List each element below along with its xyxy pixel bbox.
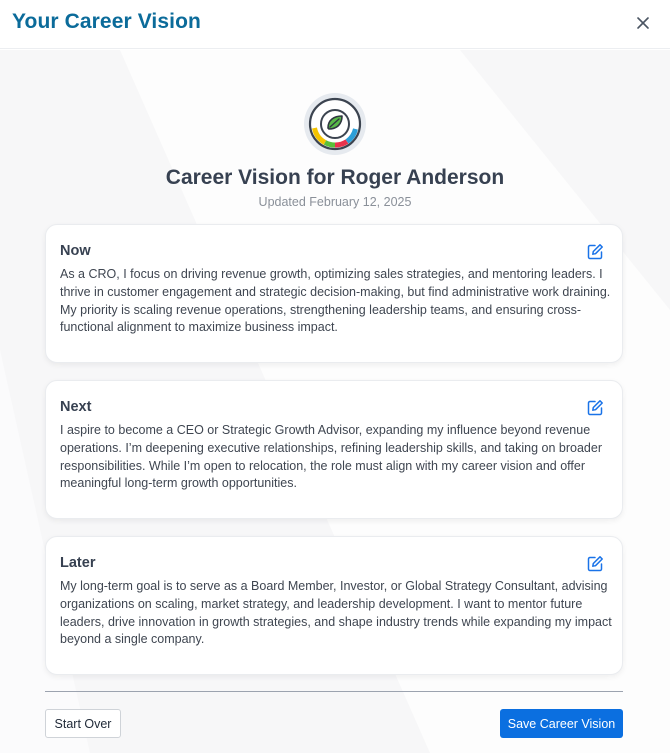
edit-icon[interactable] [587,243,604,260]
vision-card-now [45,224,623,363]
card-title: Next [60,399,92,415]
vision-card-next [45,380,623,519]
modal-body [0,50,670,753]
updated-date: Updated February 12, 2025 [258,195,412,209]
save-career-vision-button[interactable]: Save Career Vision [500,709,623,738]
career-vision-logo [303,92,367,156]
vision-card-later [45,536,623,675]
modal-title: Your Career Vision [12,10,201,33]
close-icon[interactable] [632,12,654,34]
modal-header [0,0,670,49]
card-text: As a CRO, I focus on driving revenue growth, optimizing sales strategies, and mentoring leaders. I thrive in customer engagement and strategic decision-making, but find administrative work draining. My priority is scaling revenue operations, strengthening leadership teams, and ensuring cross-functional alignment to maximize business impact. [60,267,611,335]
card-title: Now [60,243,91,259]
edit-icon[interactable] [587,555,604,572]
start-over-button[interactable]: Start Over [45,709,121,738]
card-text: I aspire to become a CEO or Strategic Growth Advisor, expanding my influence beyond revenue operations. I’m deepening executive relationships, refining leadership skills, and taking on broader responsibilities. While I’m open to relocation, the role must align with my career vision and offer meaningful long-term growth opportunities. [60,423,602,491]
footer-divider [45,691,623,692]
edit-icon[interactable] [587,399,604,416]
vision-title: Career Vision for Roger Anderson [165,166,505,189]
card-title: Later [60,555,96,571]
card-text: My long-term goal is to serve as a Board Member, Investor, or Global Strategy Consultant, advising organizations on scaling, market strategy, and leadership development. I want to mentor future leaders, drive innovation in growth strategies, and shape industry trends while expanding my impact beyond a single company. [60,579,612,647]
